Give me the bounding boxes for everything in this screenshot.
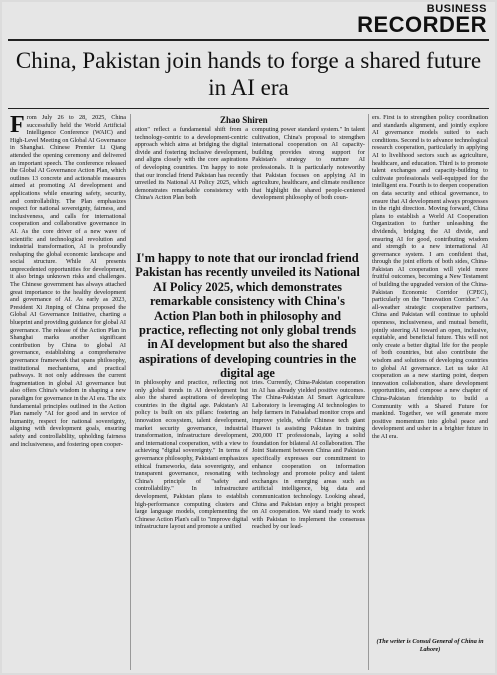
- article-headline: China, Pakistan join hands to forge a shared future in AI era: [15, 48, 482, 100]
- column-3-top-text: computing power standard system." In talent cultivation, China's proposal to strengthen international cooperation on AI capacity-building provides strong support for Pakistan's strategy to nurture AI professionals. It is particularly noteworthy that Pakistan focuses on applying AI in agriculture, healthcare, and climate resilience that highlight the shared people-centered development philosophy of both coun-: [252, 126, 365, 202]
- column-1: [10, 114, 126, 670]
- column-divider: [130, 114, 131, 670]
- column-2-bottom-text: in philosophy and practice, reflecting not only global trends in AI development but also the shared aspirations of developing countries in the digital age. Pakistan's AI policy is built on six pillars: fostering an innovation ecosystem, talent development, market security governance, industrial transformation, infrastructure development, and international cooperation, with a view to achieving "digital sovereignty." In terms of governance philosophy, Pakistani emphasizes ethical frameworks, data sovereignty, and transparent governance, resonating with China's principle of "safety and controllability." In infrastructure development, Pakistan plans to establish high-performance computing clusters and large language models, complementing the Chinese Action Plan's call to "improve digital infrastructure layout and promote a unified: [135, 379, 248, 531]
- column-2-top: [135, 126, 248, 248]
- author-note: (The writer is Consul General of China in Lahore): [376, 638, 484, 653]
- column-3-top: [252, 126, 365, 248]
- column-2-bottom: [135, 379, 248, 670]
- drop-cap: F: [10, 114, 25, 138]
- headline-rule: [8, 108, 489, 109]
- column-4: [372, 114, 488, 636]
- column-3-bottom: [252, 379, 365, 670]
- column-4-text: ers. First is to strengthen policy coordination and standards alignment, and jointly explore AI governance models suited to each conditions. Second is to advance technological research cooperation, particularly in applying AI to livelihood sectors such as agriculture, healthcare, and education. Third is to promote talent exchanges and capacity-building to cultivate professionals well-equipped for the intelligent era. Fourth is to deepen cooperation on data security and ethical governance, to ensure that AI development always progresses in the right direction. Moving forward, China plans to establish a World AI Cooperation Organization to further unleashing the dividends, bridging the AI divide, and ensuring AI for good, contributing wisdom and strength to a new international AI governance system. I am confident that, through the joint efforts of both sides, China-Pakistan AI cooperation will yield more fruitful outcomes, becoming a New Testament of building the upgraded version of the China-Pakistan Economic Corridor (CPEC), particularly on the "Innovation Corridor." As all-weather strategic cooperative partners, China and Pakistan will continue to uphold openness, inclusiveness, and mutual benefit, jointly steering AI toward an open, inclusive, equitable, and beneficial future. This will not only create a better digital life for the people of both countries, but also contribute the wisdom and solutions of developing countries to global AI governance. Let us take AI cooperation as a new starting point, deepen innovation collaboration, share development opportunities, and compose a new chapter of China-Pakistan friendship to build a Community with a Shared Future for mankind. Together, we will generate more positive momentum into global peace and development and usher in a brighter future in the AI era.: [372, 114, 488, 440]
- column-2-top-text: ation" reflect a fundamental shift from a technology-centric to a development-centric approach which aims at bridging the digital divide and fostering inclusive development, and aligns closely with the core aspirations of developing countries. I'm happy to note that our ironclad friend Pakistan has recently unveiled its National AI Policy 2025, which demonstrates remarkable consistency with China's Action Plan both: [135, 126, 248, 202]
- column-3-bottom-text: tries. Currently, China-Pakistan cooperation in AI has already yielded positive outcomes. The China-Pakistan AI Smart Agriculture Laboratory is leveraging AI technologies to help farmers in Faisalabad monitor crops and improve yields, while Chinese tech giant Huawei is assisting Pakistan in training 200,000 IT professionals, laying a solid foundation for bilateral AI collaboration. The Joint Statement between China and Pakistan specifically expresses our commitment to enhance cooperation on information technology and promote policy and talent exchanges in emerging areas such as artificial intelligence, big data and communication technology. Looking ahead, China and Pakistan enjoy a bright prospect on AI cooperation. We stand ready to work with Pakistan to implement the consensus reached by our lead-: [252, 379, 365, 531]
- masthead: [357, 4, 487, 36]
- pull-quote: I'm happy to note that our ironclad friend Pakistan has recently unveiled its National AI Policy 2025, which demonstrates remarkable consistency with China's Action Plan both in philosophy and practice, reflecting not only global trends in AI development but also the shared aspirations of developing countries in the digital age: [135, 251, 360, 381]
- masthead-business: BUSINESS: [426, 3, 487, 15]
- masthead-recorder: RECORDER: [357, 12, 487, 37]
- column-divider-right: [368, 114, 369, 670]
- newspaper-page: [2, 2, 495, 673]
- byline: Zhao Shiren: [220, 115, 268, 125]
- column-1-text: rom July 26 to 28, 2025, China successfully held the World Artificial Intelligence Conference (WAIC) and High-Level Meeting on Global AI Governance in Shanghai. Chinese Premier Li Qiang attended the opening ceremony and delivered an important speech. The conference released the Global AI Governance Action Plan, which outlines 13 concrete and actionable measures aimed at promoting AI development and applications while ensuring safety, security, and controllability. The Plan emphasizes respect for national sovereignty, fairness, and inclusiveness, and calls for international cooperation and collaborative governance in AI. As the core driver of a new wave of scientific and technological revolution and industrial transformation, AI is profoundly reshaping the global economic landscape and social structure. While AI presents unprecedented opportunities for development, it also brings unknown risks and challenges. The Chinese government has always attached great importance to the healthy development and governance of AI. As early as 2023, President Xi Jinping of China proposed the Global AI Governance Initiative, charting a blueprint and providing guidance for global AI governance. The release of the Action Plan in Shanghai marks another significant contribution by China to global AI governance, establishing a comprehensive governance framework that spans philosophy, institutional mechanisms, and practical pathways. It not only addresses the current fragmentation in global AI governance but also offers China's wisdom in shaping a new paradigm for governance in the AI era. The six fundamental principles outlined in the Action Plan namely "AI for good and in service of humanity, respect for national sovereignty, aligning with development goals, ensuring safety and controllability, upholding fairness and inclusiveness, and fostering open cooper-: [10, 114, 126, 448]
- top-rule: [8, 39, 489, 41]
